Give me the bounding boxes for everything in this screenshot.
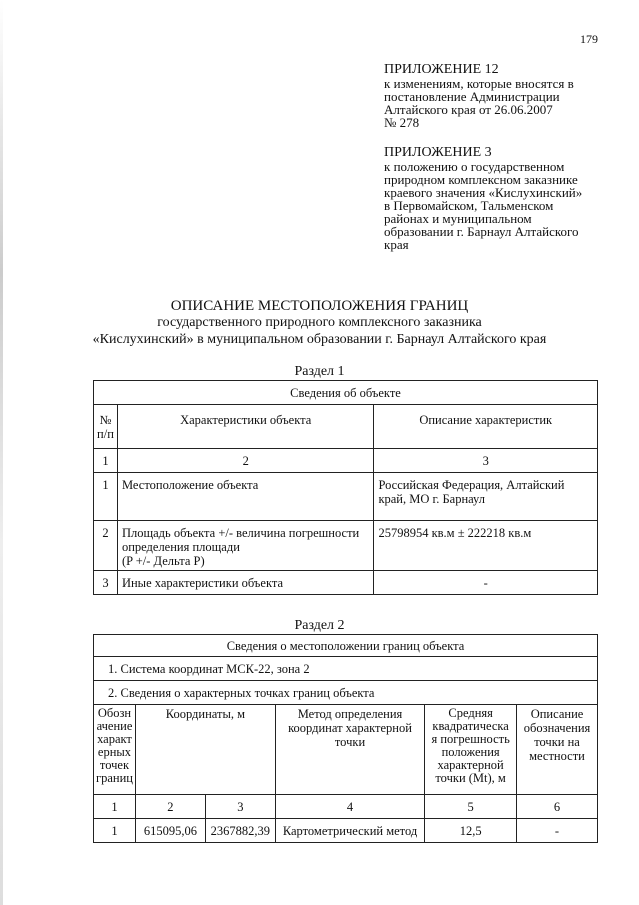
numbering-cell: 3 — [205, 795, 275, 819]
row-number: 2 — [94, 521, 118, 571]
col-description-header: Описание обозначения точки на местности — [517, 705, 598, 795]
header-line: ачение — [96, 719, 133, 733]
appendix-3-line: районах и муниципальном — [384, 211, 532, 226]
section-2-header: Сведения о местоположении границ объекта — [94, 635, 598, 657]
header-line: границ — [95, 771, 133, 785]
document-title — [0, 298, 639, 348]
row-description: Российская Федерация, Алтайский край, МО г. Барнаул — [374, 473, 598, 521]
appendix-3-line: краевого значения «Кислухинский» — [384, 185, 583, 200]
point-description: - — [517, 819, 598, 843]
row-number: 3 — [94, 571, 118, 595]
appendix-3-heading: ПРИЛОЖЕНИЕ 3 — [384, 145, 492, 160]
header-line: характ — [97, 732, 132, 746]
row-characteristic-text: Площадь объекта +/- величина погрешности определения площади — [121, 526, 360, 554]
header-line: положения — [441, 745, 500, 759]
title-main: ОПИСАНИЕ МЕСТОПОЛОЖЕНИЯ ГРАНИЦ — [170, 298, 469, 314]
row-characteristic: Иные характеристики объекта — [117, 571, 373, 595]
appendix-12-line: постановление Администрации — [384, 89, 560, 104]
appendix-12-line: Алтайского края от 26.06.2007 — [384, 102, 553, 117]
header-line: точек — [99, 758, 130, 772]
appendix-3-line: образовании г. Барнаул Алтайского — [384, 224, 579, 239]
scan-edge — [0, 0, 3, 905]
numbering-cell: 2 — [135, 795, 205, 819]
col-method-header: Метод определения координат характерной точки — [275, 705, 424, 795]
section-1-table — [93, 380, 598, 595]
accuracy: 12,5 — [425, 819, 517, 843]
appendix-12-heading: ПРИЛОЖЕНИЕ 12 — [384, 62, 499, 77]
numbering-cell: 4 — [275, 795, 424, 819]
appendix-12-block — [384, 62, 574, 129]
header-line: квадратическа — [432, 719, 509, 733]
section-2-table — [93, 634, 598, 843]
row-characteristic — [117, 521, 373, 571]
col-coordinates-header: Координаты, м — [135, 705, 275, 795]
coordinate-system: 1. Система координат МСК-22, зона 2 — [94, 657, 598, 681]
col-accuracy-header — [425, 705, 517, 795]
appendix-3-block — [384, 145, 582, 251]
header-line: точки (Mt), м — [435, 771, 506, 785]
title-line-2: государственного природного комплексного заказника — [157, 315, 482, 330]
numbering-cell: 5 — [425, 795, 517, 819]
appendix-12-line: к изменениям, которые вносятся в — [384, 76, 574, 91]
table-row — [94, 819, 598, 843]
row-description: - — [374, 571, 598, 595]
section-1-label: Раздел 1 — [294, 364, 345, 379]
col-point-header — [94, 705, 136, 795]
row-description: 25798954 кв.м ± 222218 кв.м — [374, 521, 598, 571]
method: Картометрический метод — [275, 819, 424, 843]
appendix-12-line: № 278 — [384, 115, 420, 130]
numbering-cell: 6 — [517, 795, 598, 819]
header-line: я погрешность — [431, 732, 510, 746]
numbering-cell: 1 — [94, 449, 118, 473]
points-header: 2. Сведения о характерных точках границ объекта — [94, 681, 598, 705]
numbering-cell: 1 — [94, 795, 136, 819]
coord-x: 615095,06 — [135, 819, 205, 843]
appendix-3-line: природном комплексном заказнике — [384, 172, 578, 187]
numbering-cell: 3 — [374, 449, 598, 473]
header-line: Средняя — [448, 706, 493, 720]
header-line: ерных — [97, 745, 132, 759]
appendix-3-line: края — [384, 237, 409, 252]
appendix-3-line: в Первомайском, Тальменском — [384, 198, 554, 213]
numbering-cell: 2 — [117, 449, 373, 473]
col-description-header: Описание характеристик — [374, 405, 598, 449]
table-row — [94, 571, 598, 595]
row-number: 1 — [94, 473, 118, 521]
header-line: характерной — [437, 758, 504, 772]
header-line: Обозн — [97, 706, 132, 720]
col-characteristics-header: Характеристики объекта — [117, 405, 373, 449]
section-2-label: Раздел 2 — [294, 618, 345, 633]
row-characteristic-formula: (P +/- Дельта P) — [121, 554, 205, 568]
section-1-header: Сведения об объекте — [94, 381, 598, 405]
title-line-3: «Кислухинский» в муниципальном образовании г. Барнаул Алтайского края — [92, 332, 547, 347]
row-characteristic: Местоположение объекта — [117, 473, 373, 521]
page-number: 179 — [580, 32, 598, 46]
table-row — [94, 521, 598, 571]
table-row — [94, 473, 598, 521]
coord-y: 2367882,39 — [205, 819, 275, 843]
col-number-header: № п/п — [94, 405, 118, 449]
appendix-3-line: к положению о государственном — [384, 159, 565, 174]
point-id: 1 — [94, 819, 136, 843]
